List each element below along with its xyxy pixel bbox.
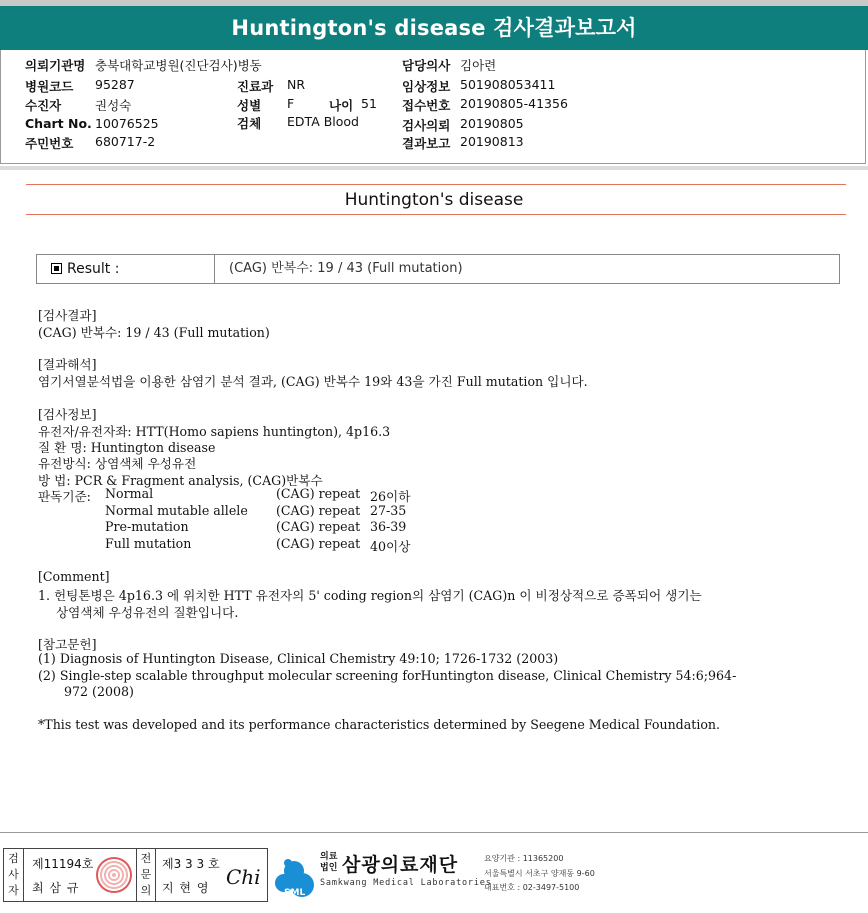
chart-label: Chart No. — [25, 116, 92, 131]
gene-line: 유전자/유전자좌: HTT(Homo sapiens huntington), 4p16.3 — [38, 424, 391, 439]
examiner-char-1: 검 — [8, 852, 19, 865]
report-value: 20190813 — [460, 134, 524, 149]
institution-label: 의뢰기관명 — [25, 58, 86, 73]
interp-heading: [결과해석] — [38, 357, 97, 372]
result-label-cell — [37, 255, 215, 283]
specialist-char-2: 문 — [140, 868, 152, 881]
logo-badge-text: SML — [284, 888, 306, 898]
title-rule-bottom — [26, 214, 846, 215]
comment-line-2: 상염색체 우성유전의 질환입니다. — [56, 605, 239, 620]
doctor-value: 김아련 — [460, 58, 497, 73]
criteria-repeat-3: (CAG) repeat — [276, 536, 361, 551]
logo-small-text — [320, 852, 337, 874]
method-line: 방 법: PCR & Fragment analysis, (CAG)반복수 — [38, 473, 323, 488]
criteria-label: 판독기준: — [38, 489, 91, 504]
specimen-label: 검체 — [237, 116, 262, 131]
company-name-en: Samkwang Medical Laboratories — [320, 878, 492, 888]
comment-heading: [Comment] — [38, 569, 110, 584]
sex-value: F — [287, 96, 295, 111]
logo-small-line-1: 의료 — [320, 852, 338, 862]
separator-bar — [0, 166, 868, 170]
hospital-code-label: 병원코드 — [25, 79, 74, 94]
report-label: 결과보고 — [402, 136, 451, 151]
ref-2b: 972 (2008) — [64, 684, 134, 699]
company-phone: 대표번호 : 02-3497-5100 — [484, 883, 580, 892]
ref-2a: (2) Single-step scalable throughput molecular screening forHuntington disease, Clinical Chemistry 54:6;964- — [38, 668, 737, 683]
doctor-label: 담당의사 — [402, 58, 451, 73]
info-heading: [검사정보] — [38, 407, 97, 422]
ref-1: (1) Diagnosis of Huntington Disease, Clinical Chemistry 49:10; 1726-1732 (2003) — [38, 651, 559, 666]
company-code: 요양기관 : 11365200 — [484, 854, 564, 863]
specialist-name: 지 현 영 — [162, 881, 210, 895]
signature-box — [3, 848, 268, 902]
disease-line: 질 환 명: Huntington disease — [38, 440, 216, 455]
examiner-char-2: 사 — [8, 868, 19, 881]
patient-info-panel — [0, 50, 866, 164]
criteria-repeat-0: (CAG) repeat — [276, 486, 361, 501]
criteria-range-2: 36-39 — [370, 519, 407, 534]
result-box — [36, 254, 840, 284]
criteria-range-3: 40이상 — [370, 539, 411, 554]
patient-label: 수진자 — [25, 98, 62, 113]
result-heading: [검사결과] — [38, 308, 97, 323]
result-text: (CAG) 반복수: 19 / 43 (Full mutation) — [38, 325, 270, 340]
institution-value: 충북대학교병원(진단검사)병동 — [95, 58, 262, 73]
examiner-name: 최 삼 규 — [32, 881, 80, 895]
logo-small-line-2: 법인 — [320, 863, 338, 873]
age-label: 나이 — [329, 98, 354, 113]
report-title: Huntington's disease 검사결과보고서 — [231, 16, 637, 40]
title-rule-top — [26, 184, 846, 185]
result-value: (CAG) 반복수: 19 / 43 (Full mutation) — [229, 261, 463, 276]
criteria-name-2: Pre-mutation — [105, 519, 189, 534]
dept-value: NR — [287, 77, 306, 92]
patient-value: 권성숙 — [95, 98, 132, 113]
request-value: 20190805 — [460, 116, 524, 131]
id-label: 주민번호 — [25, 136, 74, 151]
section-title: Huntington's disease — [344, 190, 524, 210]
criteria-name-3: Full mutation — [105, 536, 192, 551]
interp-text: 염기서열분석법을 이용한 삼염기 분석 결과, (CAG) 반복수 19와 43을 가진 Full mutation 입니다. — [38, 374, 588, 389]
comment-line-1: 1. 헌팅톤병은 4p16.3 에 위치한 HTT 유전자의 5' coding region의 삼염기 (CAG)n 이 비정상적으로 증폭되어 생기는 — [38, 588, 702, 603]
criteria-range-0: 26이하 — [370, 489, 411, 504]
footer-divider — [0, 832, 868, 833]
request-label: 검사의뢰 — [402, 118, 451, 133]
specialist-vertical-label — [136, 849, 156, 901]
dept-label: 진료과 — [237, 79, 274, 94]
criteria-name-1: Normal mutable allele — [105, 503, 248, 518]
hospital-code-value: 95287 — [95, 77, 135, 92]
age-value: 51 — [361, 96, 377, 111]
id-value: 680717-2 — [95, 134, 156, 149]
sex-label: 성별 — [237, 98, 262, 113]
footnote: *This test was developed and its performance characteristics determined by Seegene Medical Foundation. — [38, 717, 721, 732]
criteria-repeat-2: (CAG) repeat — [276, 519, 361, 534]
criteria-name-0: Normal — [105, 486, 154, 501]
company-address: 서울특별시 서초구 양재동 9-60 — [484, 869, 595, 878]
signature-mark: Chi — [226, 865, 261, 889]
report-header — [0, 0, 868, 50]
criteria-range-1: 27-35 — [370, 503, 407, 518]
company-name: 삼광의료재단 — [342, 854, 459, 876]
specialist-char-3: 의 — [140, 884, 152, 897]
receipt-value: 20190805-41356 — [460, 96, 568, 111]
examiner-vertical-label — [4, 849, 24, 901]
examiner-char-3: 자 — [8, 884, 19, 897]
specialist-number: 제3 3 3 호 — [162, 857, 220, 871]
clinical-value: 501908053411 — [460, 77, 556, 92]
official-seal-icon — [96, 857, 132, 893]
bullet-square-icon — [51, 263, 62, 274]
company-logo-icon — [272, 851, 316, 901]
specialist-char-1: 전 — [140, 852, 152, 865]
ref-heading: [참고문헌] — [38, 637, 97, 652]
chart-value: 10076525 — [95, 116, 159, 131]
clinical-label: 임상정보 — [402, 79, 451, 94]
receipt-label: 접수번호 — [402, 98, 451, 113]
result-label: Result : — [67, 261, 120, 277]
criteria-repeat-1: (CAG) repeat — [276, 503, 361, 518]
examiner-number: 제11194호 — [32, 857, 94, 871]
specimen-value: EDTA Blood — [287, 114, 359, 129]
inherit-line: 유전방식: 상염색체 우성유전 — [38, 456, 197, 471]
